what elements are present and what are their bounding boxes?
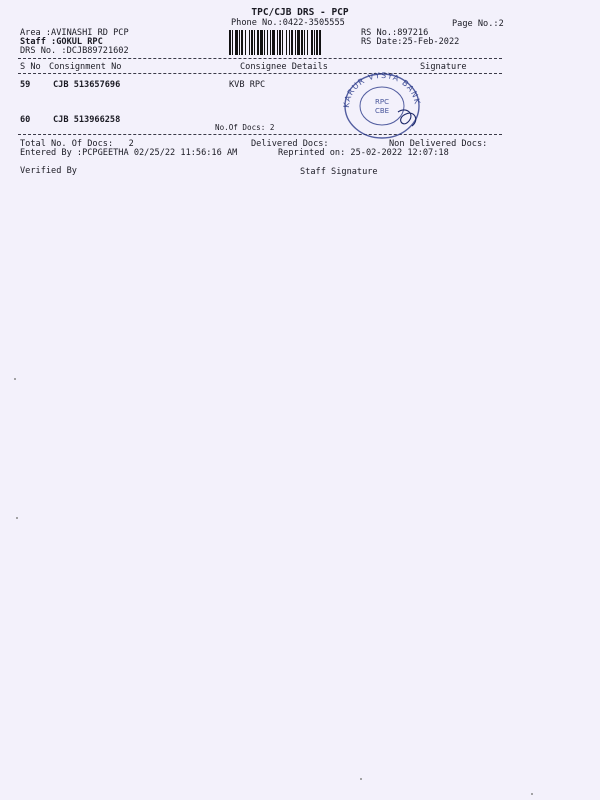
delivered-docs: Delivered Docs: [251,139,329,149]
scan-speck [360,778,362,780]
document-title: TPC/CJB DRS - PCP [251,7,349,18]
no-of-docs: No.Of Docs: 2 [215,123,275,132]
divider-header [18,73,502,74]
col-consignee: Consignee Details [240,62,328,72]
staff-field: Staff :GOKUL RPC [20,37,103,47]
row-60-sno: 60 [20,115,31,125]
scan-speck [16,517,18,519]
barcode-bar [279,30,281,55]
row-59-sno: 59 [20,80,31,90]
barcode-bar [272,30,275,55]
barcode-bar [316,30,318,55]
barcode-bar [232,30,233,55]
row-60-consignment: CJB 513966258 [53,115,121,125]
barcode-bar [229,30,231,55]
col-consignment: Consignment No [49,62,122,72]
row-59-consignment: CJB 513657696 [53,80,121,90]
stamp-ring-text: KARUR VYSYA BANK [341,70,422,109]
bank-stamp [340,68,424,140]
non-delivered-docs: Non Delivered Docs: [389,139,488,149]
barcode-bar [289,30,290,55]
barcode-bar [295,30,296,55]
barcode-bar [260,30,263,55]
rs-number: RS No.:897216 [361,28,429,38]
barcode-bar [257,30,259,55]
entered-by: Entered By :PCPGEETHA 02/25/22 11:56:16 AM [20,148,238,158]
rs-date: RS Date:25-Feb-2022 [361,37,460,47]
scan-speck [14,378,16,380]
barcode-bar [304,30,305,55]
barcode-bar [235,30,238,55]
barcode-bar [314,30,315,55]
barcode-bar [270,30,271,55]
barcode-bar [264,30,265,55]
barcode-bar [282,30,283,55]
barcode [229,30,355,55]
divider-bottom [18,134,502,135]
barcode-bar [286,30,287,55]
barcode-bar [249,30,250,55]
barcode-bar [245,30,246,55]
scan-speck [531,793,533,795]
row-59-consignee: KVB RPC [229,80,266,90]
barcode-bar [277,30,278,55]
barcode-bar [267,30,268,55]
reprinted-on: Reprinted on: 25-02-2022 12:07:18 [278,148,449,158]
stamp-inner-sub: CBE [374,107,390,115]
barcode-bar [254,30,255,55]
barcode-bar [291,30,293,55]
barcode-bar [301,30,303,55]
barcode-bar [241,30,243,55]
barcode-bar [297,30,300,55]
verified-by: Verified By [20,166,77,176]
page-number: Page No.:2 [452,19,504,29]
barcode-bar [251,30,253,55]
col-signature: Signature [420,62,467,72]
barcode-bar [239,30,240,55]
phone-number: Phone No.:0422-3505555 [231,18,345,28]
area-field: Area :AVINASHI RD PCP [20,28,129,38]
drs-number: DRS No. :DCJB89721602 [20,46,129,56]
barcode-bar [319,30,321,55]
barcode-bar [307,30,308,55]
staff-signature: Staff Signature [300,167,378,177]
col-sno: S No [20,62,41,72]
divider-top [18,58,502,59]
stamp-inner-text: RPC [375,98,389,106]
barcode-bar [311,30,313,55]
total-docs: Total No. Of Docs: 2 [20,139,134,149]
